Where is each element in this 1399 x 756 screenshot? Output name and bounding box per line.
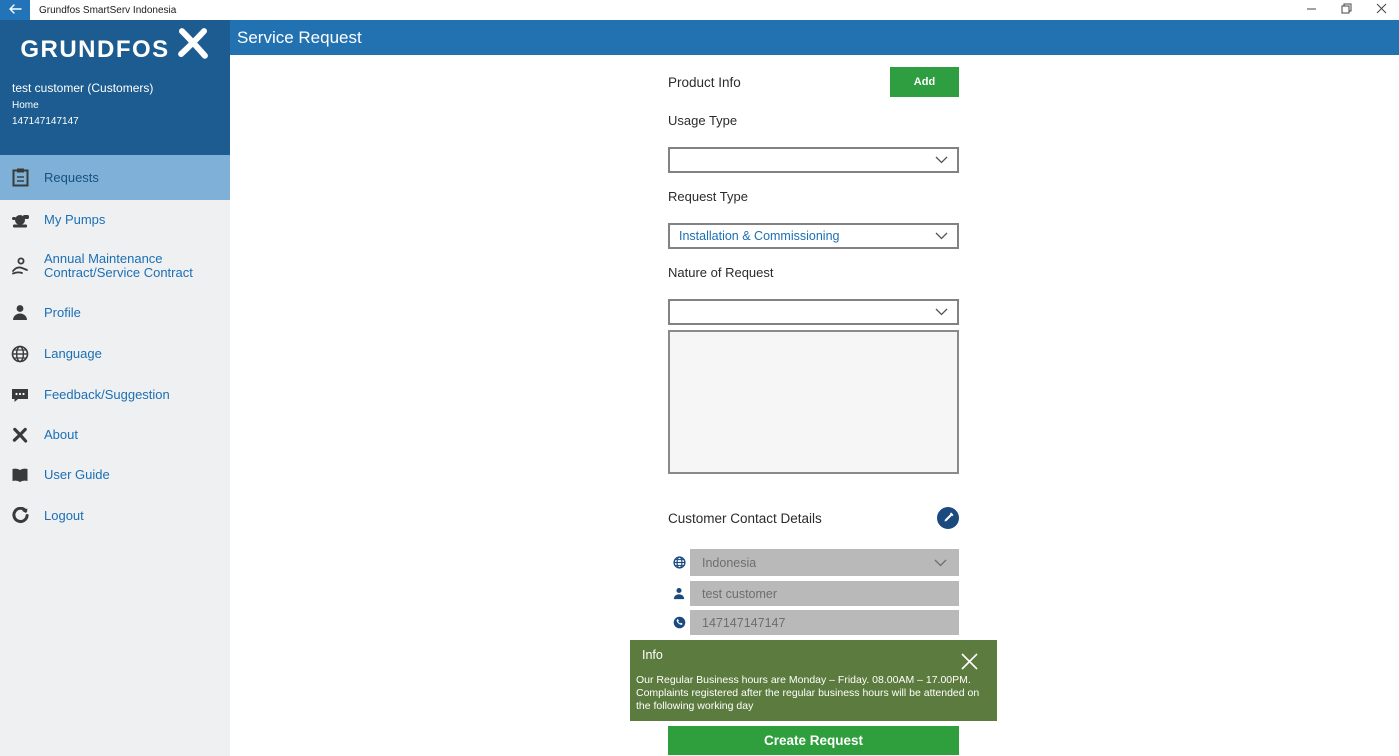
close-icon [1376, 1, 1387, 19]
add-product-button[interactable]: Add [890, 67, 959, 97]
edit-contact-button[interactable] [937, 507, 959, 529]
restore-button[interactable] [1329, 0, 1364, 20]
logout-icon [9, 507, 31, 524]
grundfos-logo [12, 34, 218, 65]
sidebar-item-profile[interactable] [0, 292, 230, 333]
chevron-down-icon [935, 303, 948, 321]
phone-icon [668, 616, 690, 629]
usage-type-label: Usage Type [668, 113, 738, 128]
contact-phone-field[interactable] [690, 610, 959, 635]
pencil-icon [943, 511, 954, 526]
sidebar-item-logout[interactable] [0, 495, 230, 536]
sidebar-item-label: Logout [44, 507, 84, 523]
sidebar-item-label: Requests [44, 169, 99, 185]
sidebar [0, 20, 230, 756]
chevron-down-icon [935, 227, 948, 245]
window-controls [1294, 0, 1399, 20]
sidebar-header [0, 20, 230, 155]
contact-name-field[interactable] [690, 581, 959, 606]
sidebar-item-user-guide[interactable] [0, 455, 230, 495]
sidebar-item-annual-maintenance-contract[interactable] [0, 240, 230, 292]
globe-icon [668, 556, 690, 569]
sidebar-item-label: User Guide [44, 467, 110, 482]
user-location: Home [12, 100, 39, 111]
request-type-value: Installation & Commissioning [679, 229, 840, 243]
sidebar-item-label: Language [44, 346, 102, 361]
grundfos-x-icon [9, 427, 31, 443]
pump-icon [9, 212, 31, 228]
person-icon [668, 587, 690, 600]
book-icon [9, 468, 31, 483]
request-type-dropdown[interactable] [668, 223, 959, 249]
sidebar-item-requests[interactable] [0, 155, 230, 200]
user-phone: 147147147147 [12, 116, 79, 127]
toast-close-button[interactable] [960, 652, 979, 674]
page-title: Service Request [237, 27, 362, 47]
sidebar-item-label: Feedback/Suggestion [44, 387, 170, 402]
user-info [12, 81, 218, 127]
person-icon [9, 304, 31, 321]
sidebar-item-my-pumps[interactable] [0, 200, 230, 240]
chevron-down-icon [935, 151, 948, 169]
request-type-label: Request Type [668, 189, 748, 204]
nature-of-request-dropdown[interactable] [668, 299, 959, 325]
minimize-button[interactable] [1294, 0, 1329, 20]
grundfos-x-mark-icon [176, 26, 210, 65]
contact-phone-value: 147147147147 [702, 615, 786, 630]
content-area [230, 20, 1399, 756]
customer-contact-details-label: Customer Contact Details [668, 510, 822, 526]
back-arrow-icon [8, 1, 22, 19]
sidebar-item-about[interactable] [0, 415, 230, 455]
window-title: Grundfos SmartServ Indonesia [39, 4, 177, 16]
globe-icon [9, 345, 31, 363]
create-request-button[interactable]: Create Request [668, 726, 959, 755]
contact-name-value: test customer [702, 586, 778, 601]
restore-icon [1341, 1, 1352, 19]
toast-message: Our Regular Business hours are Monday – Friday. 08.00AM – 17.00PM. Complaints registered after the regular business hours will be attended on the following working day [636, 674, 980, 712]
sidebar-item-label: My Pumps [44, 212, 106, 227]
info-toast [630, 640, 997, 721]
title-bar [0, 0, 1399, 20]
clipboard-icon [9, 168, 31, 187]
nature-of-request-label: Nature of Request [668, 265, 774, 280]
sidebar-nav [0, 155, 230, 756]
close-button[interactable] [1364, 0, 1399, 20]
grundfos-wordmark: GRUNDFOS [20, 35, 170, 63]
close-icon [960, 659, 979, 674]
back-button[interactable] [0, 0, 30, 20]
minimize-icon [1306, 1, 1317, 19]
page-header [230, 20, 1399, 55]
user-name: test customer (Customers) [12, 81, 154, 95]
sidebar-item-feedback-suggestion[interactable] [0, 375, 230, 415]
country-value: Indonesia [702, 555, 757, 570]
sidebar-item-label: Profile [44, 304, 81, 320]
request-description-textarea[interactable] [668, 330, 959, 474]
toast-title: Info [642, 648, 663, 662]
usage-type-dropdown[interactable] [668, 147, 959, 173]
service-request-form [230, 55, 1399, 756]
sidebar-item-label: About [44, 427, 78, 442]
feedback-icon [9, 387, 31, 403]
contract-icon [9, 257, 31, 275]
sidebar-item-label: Annual Maintenance Contract/Service Contract [44, 251, 193, 280]
country-dropdown[interactable] [690, 549, 959, 576]
sidebar-item-language[interactable] [0, 333, 230, 375]
product-info-label: Product Info [668, 74, 741, 90]
chevron-down-icon [934, 556, 947, 570]
